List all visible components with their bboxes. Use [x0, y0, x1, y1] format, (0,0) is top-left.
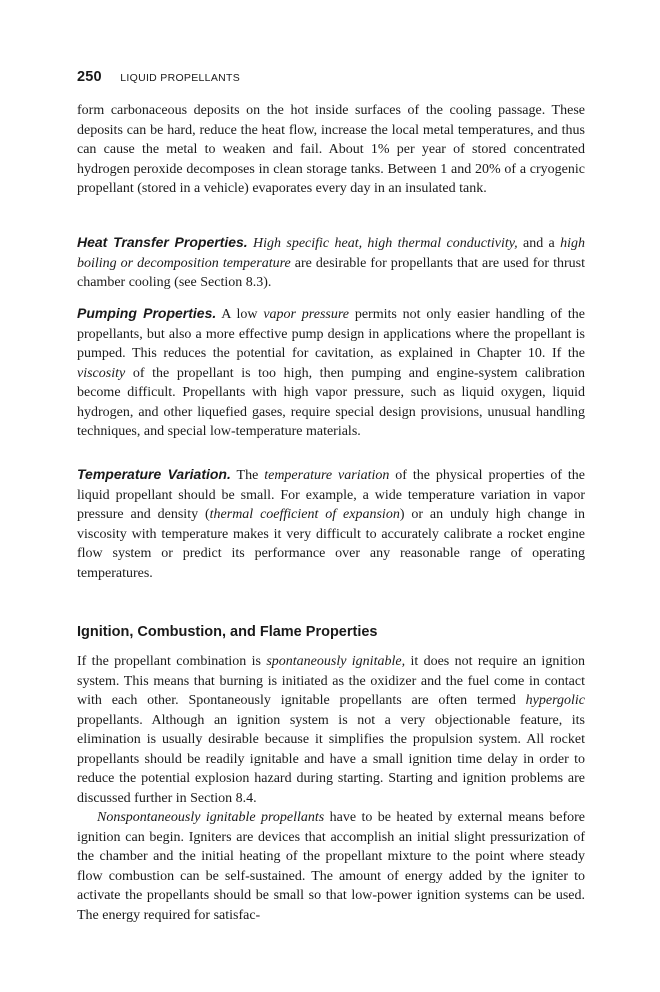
pumping-mid: permits not only easier handling of the propellants, but also a more effective pump design in applications where the propellant is pumped. This reduces the potential for cavitation, as explained in Chapter 10. If the: [77, 307, 585, 361]
ignition-term-hypergolic: hypergolic: [525, 693, 585, 708]
heat-transfer-text: [77, 233, 585, 293]
ignition-p1-mid: it does not require an ignition system. This means that burning is initiated as the oxidizer and the fuel come in contact with each other. Spontaneously ignitable propellants are often termed: [77, 654, 585, 708]
pumping-term-2: viscosity: [77, 365, 126, 381]
storage-text: form carbonaceous deposits on the hot inside surfaces of the cooling passage. These deposits can be hard, reduce the heat flow, increase the local metal temperatures, and thus can cause the metal to weaken and fail. About 1% per year of stored concentrated hydrogen peroxide decomposes in clean storage tanks. Between 1 and 20% of a cryogenic propellant (stored in a vehicle) evaporates every day in an insulated tank.: [77, 103, 585, 196]
heat-transfer-rest: are desirable for propellants that are used for thrust chamber cooling (see Section 8.3).: [77, 255, 585, 290]
pumping-heading: Pumping Properties.: [77, 305, 217, 321]
heat-transfer-mid: and a: [517, 236, 561, 251]
ignition-p1-pre: If the propellant combination is: [77, 654, 267, 669]
temperature-mid: of the physical properties of the liquid propellant should be small. For example, a wide temperature variation in vapor pressure and density (: [77, 468, 586, 522]
running-header: [77, 68, 585, 88]
pumping-pre: A low: [216, 307, 264, 322]
running-title: LIQUID PROPELLANTS: [120, 72, 241, 84]
temperature-paragraph: [77, 465, 585, 583]
ignition-p2-rest: have to be heated by external means before ignition can begin. Igniters are devices that accomplish an initial slight pressurization of the chamber and the initial heating of the propellant mixture to the point where steady flow combustion can be self-sustained. The amount of energy added by the igniter to activate the propellants should be small so that low-power ignition systems can be used. The energy required for satisfac-: [77, 810, 585, 923]
ignition-term-nonspontaneous: Nonspontaneously ignitable propellants: [97, 810, 325, 825]
ignition-term-spontaneous: spontaneously ignitable,: [266, 654, 406, 669]
ignition-paragraph-1: [77, 652, 585, 808]
section-heading: Ignition, Combustion, and Flame Properties: [77, 624, 378, 640]
temperature-term-1: temperature variation: [264, 468, 390, 483]
ignition-body: [77, 652, 585, 925]
temperature-heading: Temperature Variation.: [77, 466, 231, 482]
pumping-term-1: vapor pressure: [263, 307, 349, 322]
pumping-rest: of the propellant is too high, then pumping and engine-system calibration become difficult. Propellants with high vapor pressure, such as liquid oxygen, liquid hydrogen, and other liquefied gases, require special design provisions, unusual handling techniques, and special low-temperature materials.: [77, 365, 585, 439]
pumping-paragraph: [77, 304, 585, 442]
heat-transfer-term-1: High specific heat, high thermal conductivity,: [253, 236, 518, 251]
temperature-pre: The: [230, 468, 265, 483]
storage-paragraph: [77, 101, 585, 199]
ignition-p1-rest: propellants. Although an ignition system is not a very objectionable feature, its elimination is usually desirable because it simplifies the propulsion system. All rocket propellants should be readily ignitable and have a small ignition time delay in order to reduce the potential explosion hazard during starting. Starting and ignition problems are discussed further in Section 8.4.: [77, 712, 585, 806]
heat-transfer-heading: Heat Transfer Properties.: [77, 234, 248, 250]
temperature-text: [77, 465, 585, 583]
heat-transfer-paragraph: [77, 233, 585, 293]
heat-transfer-term-2: high boiling or decomposition temperature: [77, 236, 585, 271]
ignition-paragraph-2: [77, 808, 585, 925]
temperature-term-2: thermal coefficient of expansion: [209, 507, 400, 522]
pumping-text: [77, 304, 585, 442]
page-number: 250: [77, 69, 102, 85]
temperature-rest: ) or an unduly high change in viscosity with temperature makes it very difficult to accurately calibrate a rocket engine flow system or predict its performance over any reasonable range of operating temperatures.: [77, 507, 586, 581]
